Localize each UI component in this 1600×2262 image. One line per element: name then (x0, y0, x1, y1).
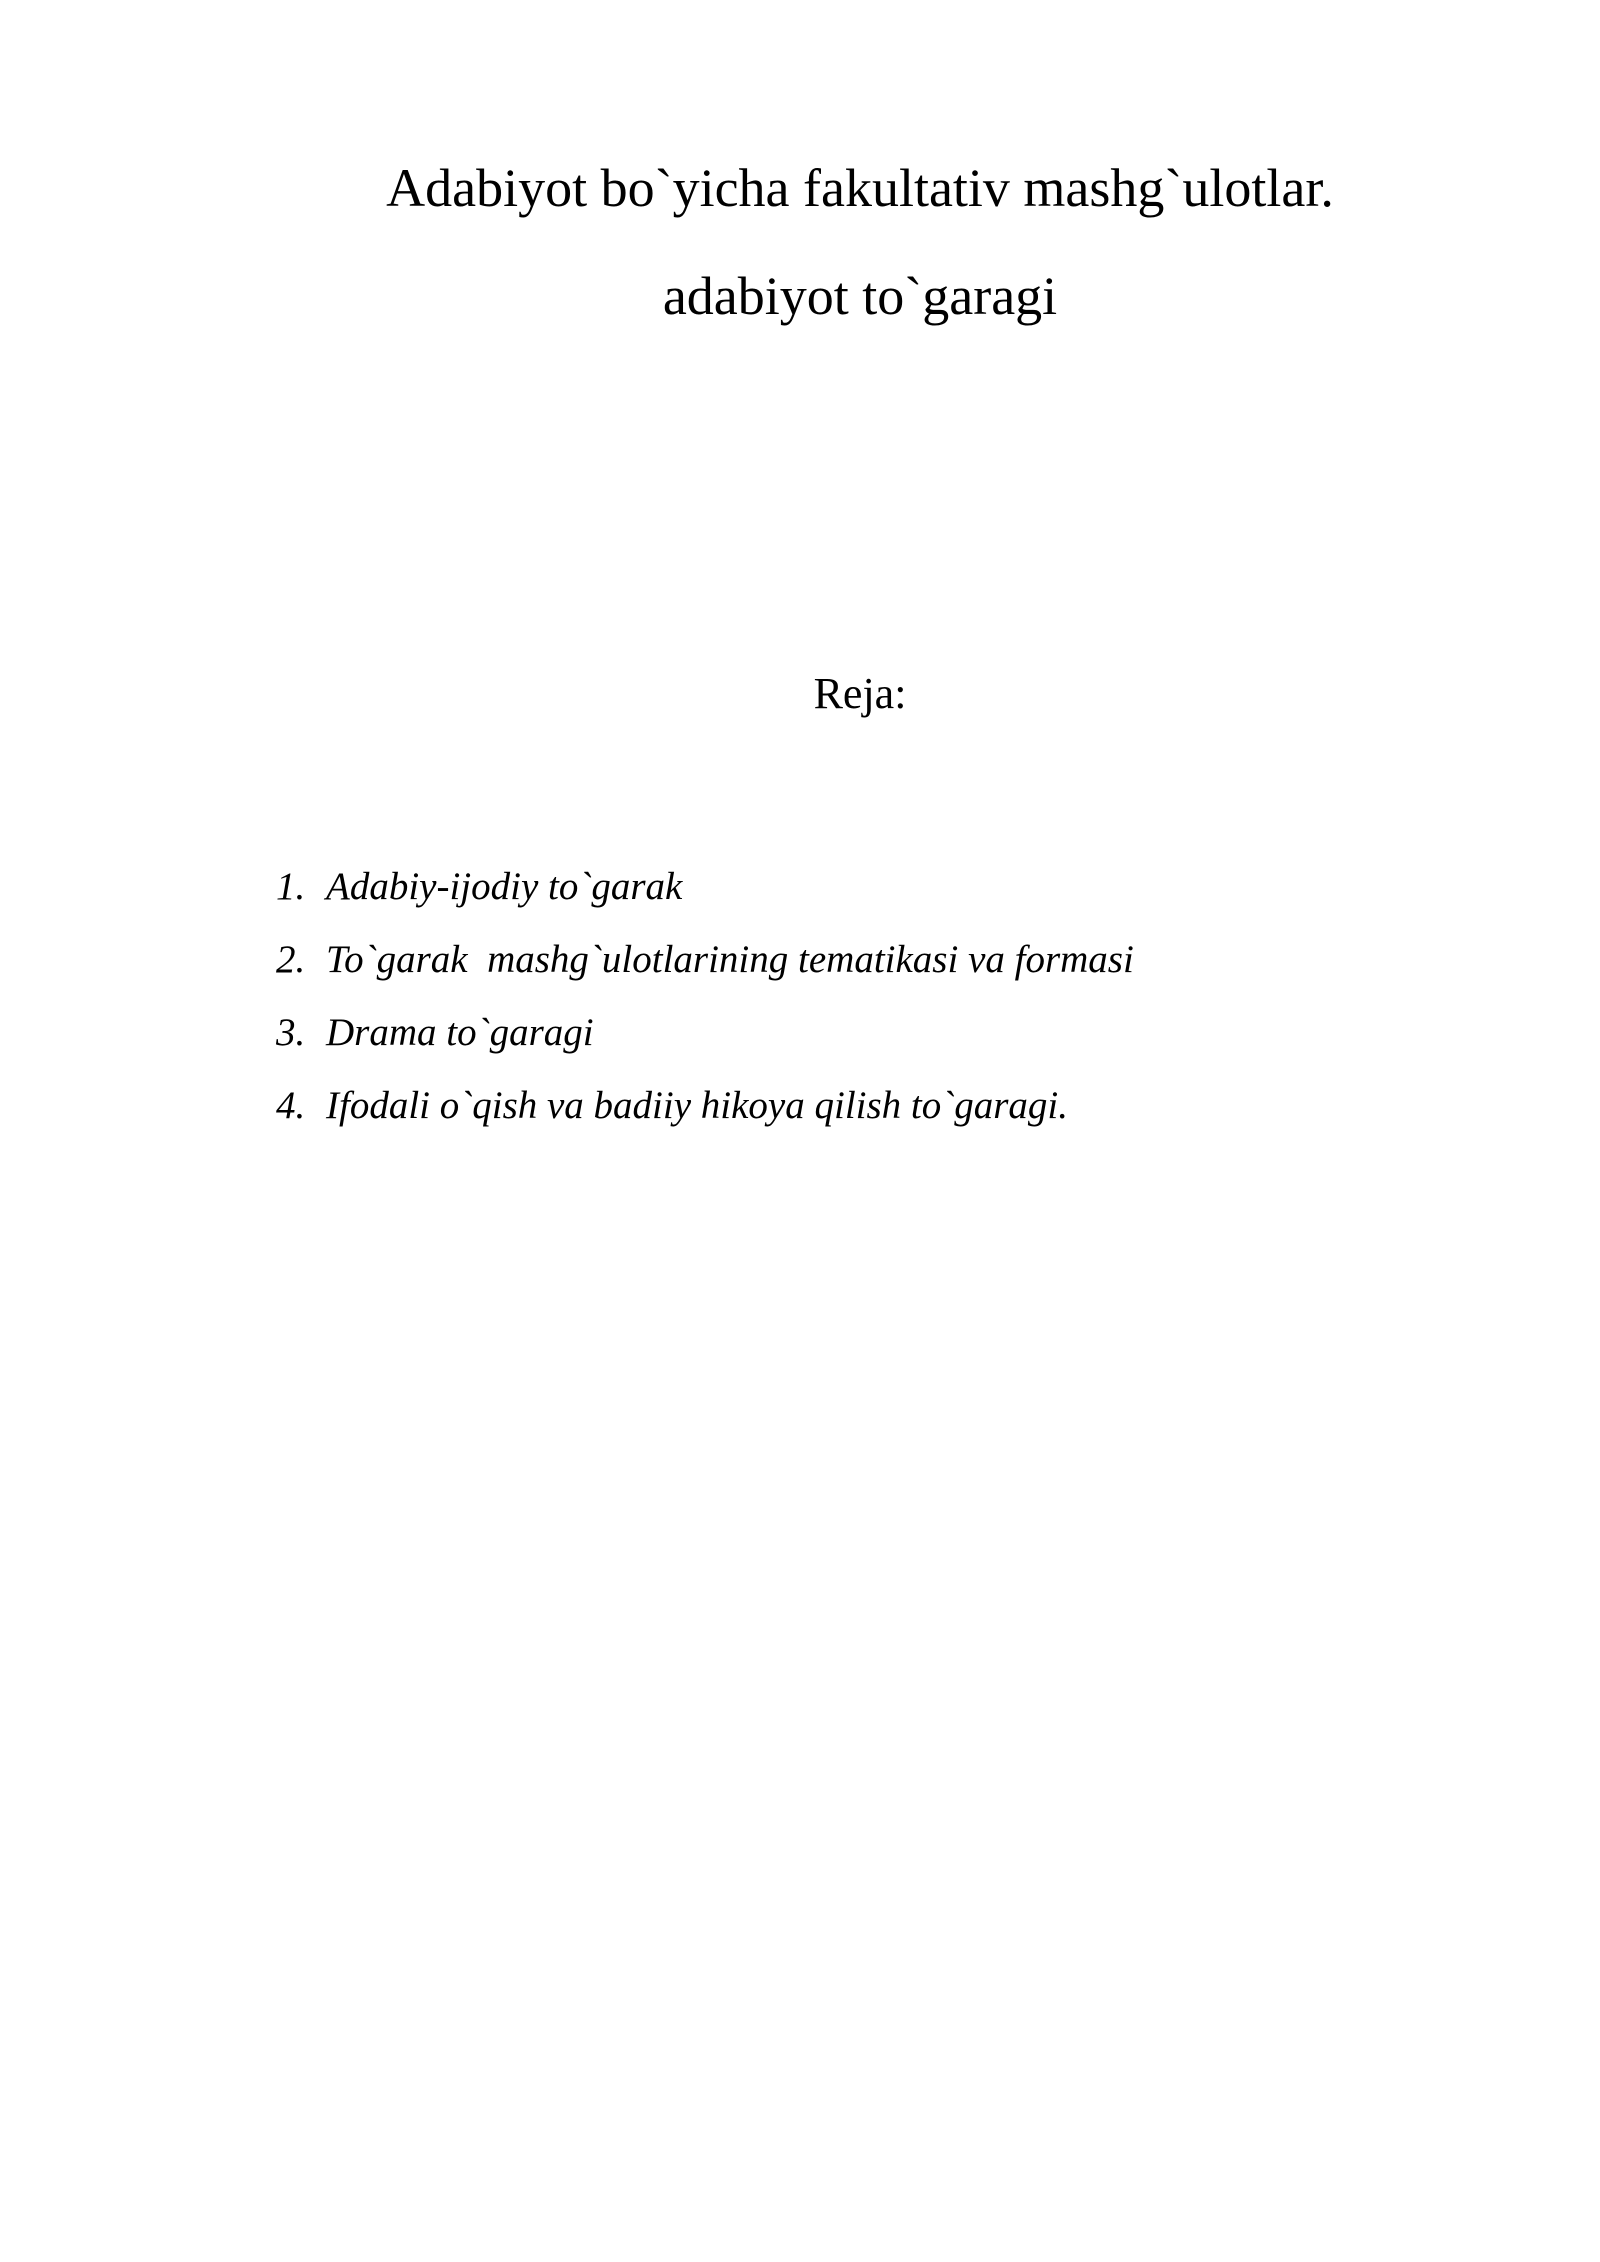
plan-item-text: Adabiy-ijodiy to`garak (326, 865, 683, 908)
plan-item (276, 1069, 1134, 1142)
document-title: Adabiyot bo`yicha fakultativ mashg`ulotlar. (386, 158, 1334, 218)
plan-item-number: 2. (276, 938, 306, 981)
plan-item-number: 1. (276, 865, 306, 908)
plan-heading: Reja: (813, 669, 907, 718)
plan-list (276, 850, 1134, 1142)
plan-item (276, 850, 1134, 923)
plan-item-number: 4. (276, 1084, 306, 1127)
plan-item-text: Ifodali o`qish va badiiy hikoya qilish to`garagi. (326, 1084, 1069, 1127)
plan-item-number: 3. (276, 1011, 306, 1054)
plan-item (276, 923, 1134, 996)
plan-item (276, 996, 1134, 1069)
plan-item-text: To`garak mashg`ulotlarining tematikasi va formasi (326, 938, 1134, 981)
plan-item-text: Drama to`garagi (326, 1011, 594, 1054)
document-subtitle: adabiyot to`garagi (662, 266, 1058, 326)
